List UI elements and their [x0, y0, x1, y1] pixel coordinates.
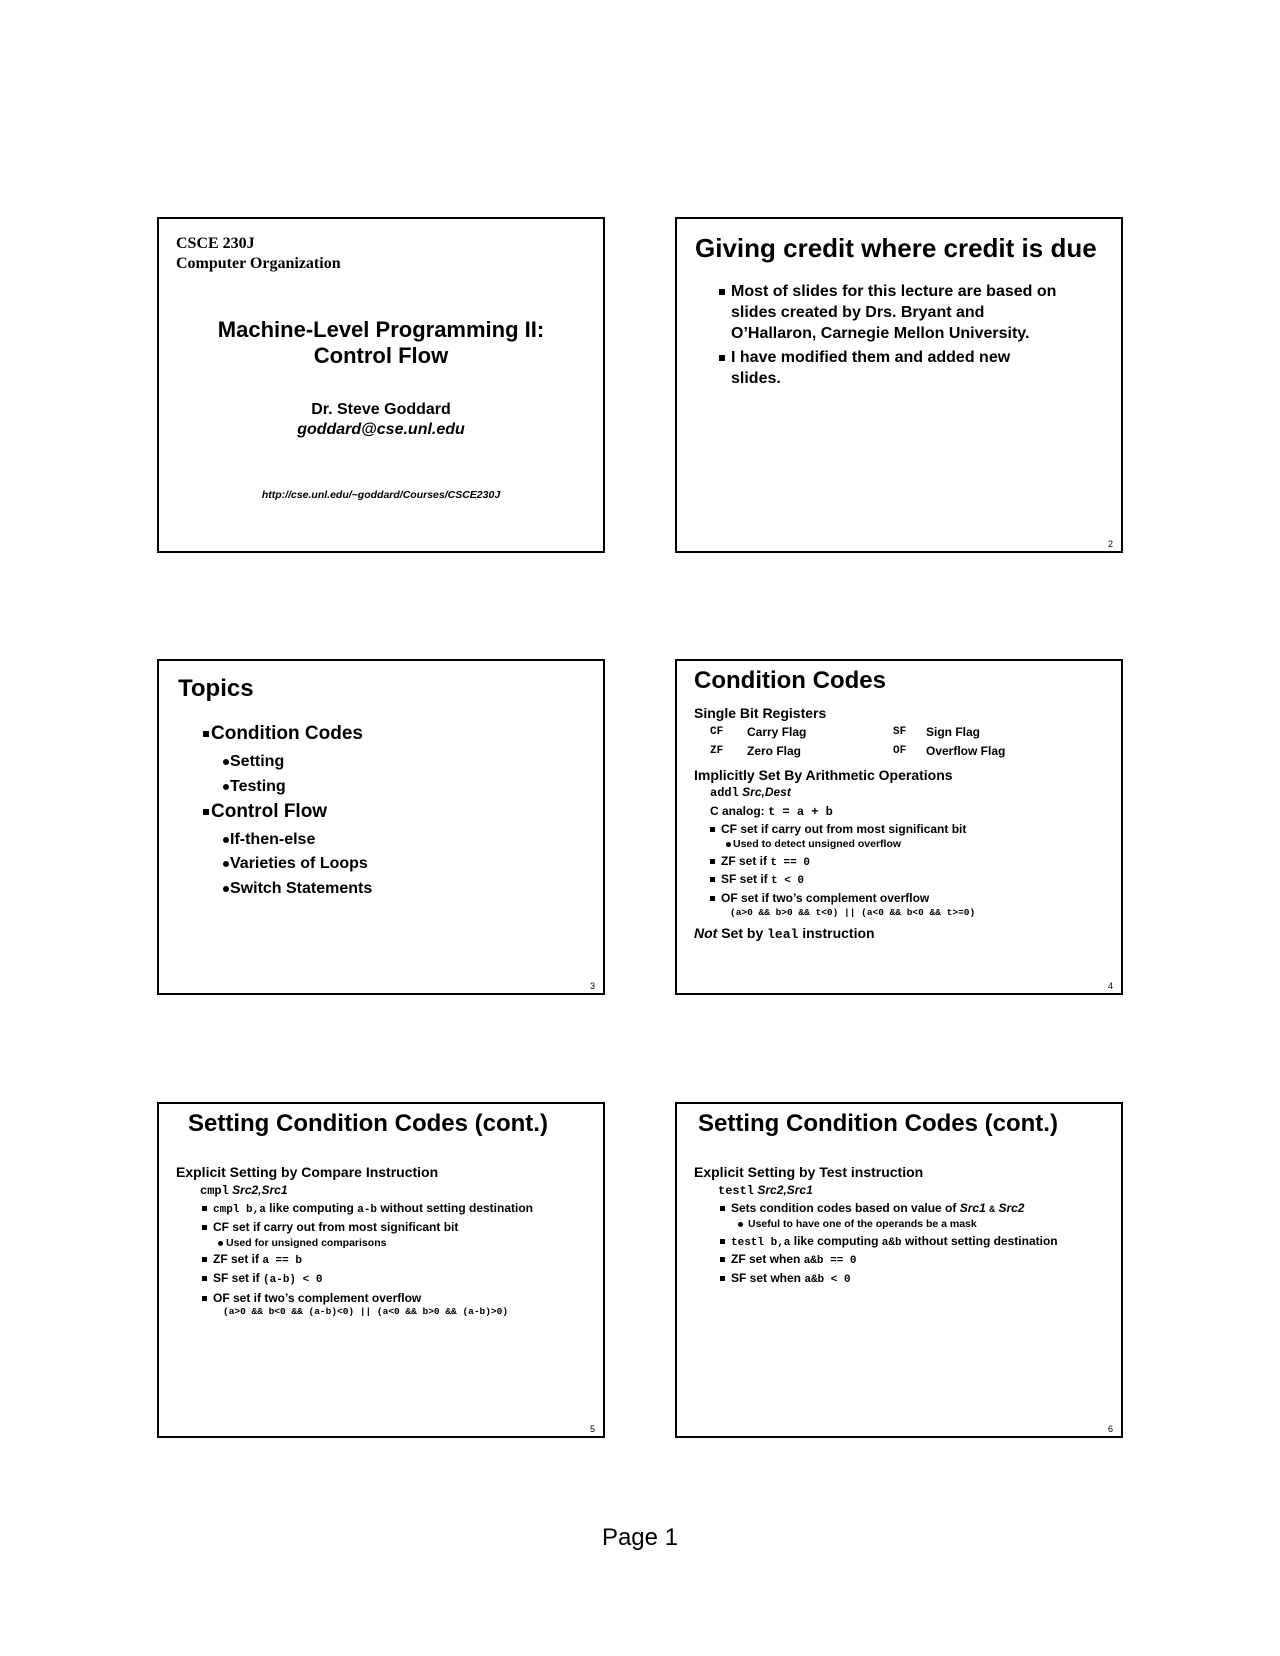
round-bullet-icon [223, 759, 229, 765]
page-number: 4 [1107, 981, 1113, 991]
of-bullet: OF set if two’s complement overflow [710, 891, 929, 905]
square-bullet-icon [710, 827, 715, 832]
flag-code-sf: SF [893, 726, 907, 738]
slide-title: Topics [178, 675, 254, 702]
square-bullet-icon [720, 1257, 725, 1262]
slide-title-line-1: Machine-Level Programming II: [217, 317, 545, 342]
compare-heading: Explicit Setting by Compare Instruction [176, 1164, 439, 1180]
square-bullet-icon [710, 896, 715, 901]
addl-instruction: addl Src,Dest [710, 785, 791, 800]
bullet-2: I have modified them and added new slides. [719, 347, 1010, 389]
square-bullet-icon [202, 1206, 207, 1211]
topic-sub-setting: Setting [223, 753, 284, 771]
flag-name-of: Overflow Flag [926, 744, 1006, 758]
slide-2 [675, 217, 1123, 553]
topic-item-control-flow: Control Flow [203, 801, 327, 823]
square-bullet-icon [202, 1257, 207, 1262]
slide-title-line-2: Control Flow [313, 343, 449, 368]
round-bullet-icon [223, 886, 229, 892]
slide-3 [157, 659, 605, 995]
square-bullet-icon [203, 809, 209, 815]
slide-title: Setting Condition Codes (cont.) [188, 1110, 548, 1137]
cf-bullet: CF set if carry out from most significant bit [710, 822, 966, 836]
of-bullet: OF set if two’s complement overflow [202, 1291, 421, 1305]
cf-sub-bullet: Used for unsigned comparisons [218, 1237, 386, 1249]
zf-bullet: ZF set when a&b == 0 [720, 1252, 857, 1267]
testl-bullet: testl b,a like computing a&b without setting destination [720, 1234, 1058, 1249]
topic-sub-testing: Testing [223, 778, 286, 796]
slide-6 [675, 1102, 1123, 1438]
square-bullet-icon [710, 877, 715, 882]
author-name: Dr. Steve Goddard [311, 401, 451, 418]
topic-sub-switch: Switch Statements [223, 880, 372, 898]
square-bullet-icon [202, 1296, 207, 1301]
square-bullet-icon [720, 1239, 725, 1244]
mask-sub-bullet: Useful to have one of the operands be a mask [738, 1218, 977, 1230]
testl-instruction: testl Src2,Src1 [718, 1183, 813, 1198]
square-bullet-icon [202, 1225, 207, 1230]
cmpl-bullet: cmpl b,a like computing a-b without setting destination [202, 1201, 533, 1216]
sf-bullet: SF set if t < 0 [710, 872, 804, 887]
page-number: 2 [1107, 539, 1113, 549]
square-bullet-icon [720, 1276, 725, 1281]
flag-name-sf: Sign Flag [926, 725, 980, 739]
slide-5 [157, 1102, 605, 1438]
not-set-by-leal: Not Set by leal instruction [694, 925, 875, 942]
sf-bullet: SF set when a&b < 0 [720, 1271, 851, 1286]
flag-code-cf: CF [710, 726, 724, 738]
round-bullet-icon [223, 861, 229, 867]
round-bullet-icon [223, 837, 229, 843]
slide-title: Setting Condition Codes (cont.) [698, 1110, 1058, 1137]
of-expression: (a>0 && b>0 && t<0) || (a<0 && b<0 && t>=0) [730, 907, 976, 918]
round-bullet-icon [738, 1222, 743, 1227]
slide-4 [675, 659, 1123, 995]
slide-title: Giving credit where credit is due [695, 233, 1097, 263]
sets-bullet: Sets condition codes based on value of Src1 & Src2 [720, 1201, 1024, 1216]
single-bit-heading: Single Bit Registers [694, 705, 827, 721]
slide-title: Condition Codes [694, 667, 886, 694]
test-heading: Explicit Setting by Test instruction [694, 1164, 924, 1180]
square-bullet-icon [719, 355, 725, 361]
topic-sub-if-then-else: If-then-else [223, 831, 315, 849]
course-code: CSCE 230J [176, 235, 255, 252]
square-bullet-icon [202, 1276, 207, 1281]
course-name: Computer Organization [176, 255, 341, 272]
page-number: 5 [589, 1424, 595, 1434]
course-url: http://cse.unl.edu/~goddard/Courses/CSCE230J [261, 489, 501, 501]
square-bullet-icon [719, 289, 725, 295]
page-number: 6 [1107, 1424, 1113, 1434]
round-bullet-icon [726, 842, 731, 847]
cmpl-instruction: cmpl Src2,Src1 [200, 1183, 288, 1198]
cf-bullet: CF set if carry out from most significant bit [202, 1220, 458, 1234]
topic-sub-loops: Varieties of Loops [223, 855, 368, 873]
slide-1 [157, 217, 605, 553]
cf-sub-bullet: Used to detect unsigned overflow [726, 838, 901, 850]
author-email: goddard@cse.unl.edu [297, 421, 465, 438]
square-bullet-icon [720, 1206, 725, 1211]
c-analog: C analog: t = a + b [710, 804, 833, 819]
square-bullet-icon [710, 859, 715, 864]
implicit-heading: Implicitly Set By Arithmetic Operations [694, 767, 953, 783]
flag-code-of: OF [893, 745, 907, 757]
flag-code-zf: ZF [710, 745, 724, 757]
page-number: 3 [589, 981, 595, 991]
page-label: Page 1 [601, 1524, 679, 1551]
topic-item-condition-codes: Condition Codes [203, 723, 363, 745]
flag-name-zf: Zero Flag [747, 744, 802, 758]
sf-bullet: SF set if (a-b) < 0 [202, 1271, 322, 1286]
round-bullet-icon [218, 1241, 223, 1246]
flag-name-cf: Carry Flag [747, 725, 807, 739]
round-bullet-icon [223, 784, 229, 790]
of-expression: (a>0 && b<0 && (a-b)<0) || (a<0 && b>0 && (a-b)>0) [223, 1306, 509, 1317]
square-bullet-icon [203, 731, 209, 737]
zf-bullet: ZF set if a == b [202, 1252, 302, 1267]
zf-bullet: ZF set if t == 0 [710, 854, 810, 869]
bullet-1: Most of slides for this lecture are based on slides created by Drs. Bryant and O’Hallaron, Carnegie Mellon University. [719, 281, 1056, 344]
